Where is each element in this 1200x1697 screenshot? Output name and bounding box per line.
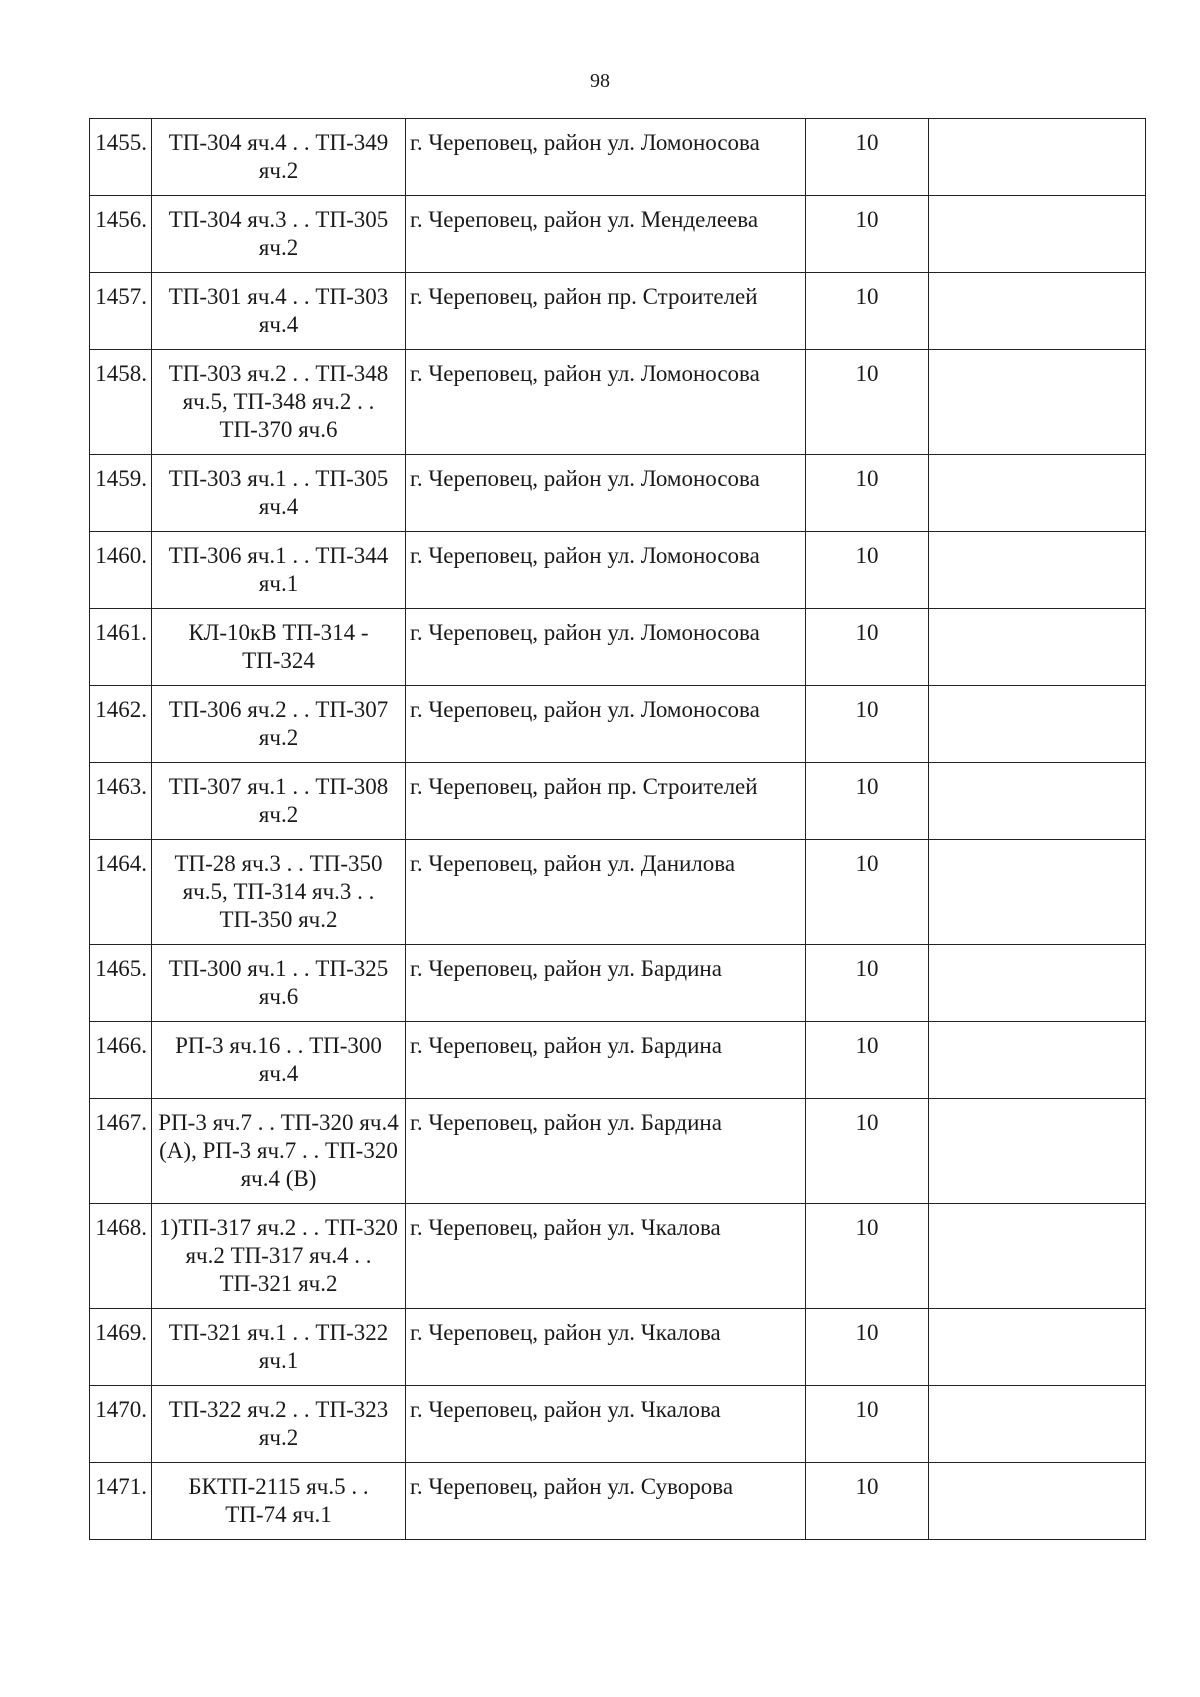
row-number: 1461. [90, 609, 152, 686]
table-row [90, 455, 1146, 532]
table-row [90, 686, 1146, 763]
location-address: г. Череповец, район ул. Ломоносова [406, 609, 806, 686]
location-address: г. Череповец, район ул. Чкалова [406, 1204, 806, 1309]
empty-cell [929, 532, 1146, 609]
line-name: ТП-303 яч.1 . . ТП-305 яч.4 [152, 455, 406, 532]
row-number: 1459. [90, 455, 152, 532]
table-row [90, 763, 1146, 840]
voltage-value: 10 [806, 763, 929, 840]
empty-cell [929, 273, 1146, 350]
row-number: 1460. [90, 532, 152, 609]
empty-cell [929, 350, 1146, 455]
location-address: г. Череповец, район ул. Ломоносова [406, 119, 806, 196]
line-name: ТП-303 яч.2 . . ТП-348 яч.5, ТП-348 яч.2 . . ТП-370 яч.6 [152, 350, 406, 455]
empty-cell [929, 840, 1146, 945]
line-name: 1)ТП-317 яч.2 . . ТП-320 яч.2 ТП-317 яч.4 . . ТП-321 яч.2 [152, 1204, 406, 1309]
row-number: 1464. [90, 840, 152, 945]
line-name: ТП-322 яч.2 . . ТП-323 яч.2 [152, 1386, 406, 1463]
line-name: ТП-300 яч.1 . . ТП-325 яч.6 [152, 945, 406, 1022]
row-number: 1462. [90, 686, 152, 763]
voltage-value: 10 [806, 532, 929, 609]
voltage-value: 10 [806, 686, 929, 763]
location-address: г. Череповец, район ул. Чкалова [406, 1386, 806, 1463]
voltage-value: 10 [806, 609, 929, 686]
line-name: ТП-321 яч.1 . . ТП-322 яч.1 [152, 1309, 406, 1386]
voltage-value: 10 [806, 1309, 929, 1386]
row-number: 1465. [90, 945, 152, 1022]
voltage-value: 10 [806, 1099, 929, 1204]
location-address: г. Череповец, район ул. Менделеева [406, 196, 806, 273]
row-number: 1463. [90, 763, 152, 840]
empty-cell [929, 763, 1146, 840]
location-address: г. Череповец, район ул. Ломоносова [406, 532, 806, 609]
voltage-value: 10 [806, 350, 929, 455]
line-name: ТП-304 яч.3 . . ТП-305 яч.2 [152, 196, 406, 273]
table-row [90, 945, 1146, 1022]
voltage-value: 10 [806, 1386, 929, 1463]
table-row [90, 273, 1146, 350]
location-address: г. Череповец, район пр. Строителей [406, 273, 806, 350]
voltage-value: 10 [806, 945, 929, 1022]
table-row [90, 1386, 1146, 1463]
table-row [90, 532, 1146, 609]
empty-cell [929, 609, 1146, 686]
table-row [90, 1309, 1146, 1386]
line-name: ТП-301 яч.4 . . ТП-303 яч.4 [152, 273, 406, 350]
row-number: 1468. [90, 1204, 152, 1309]
page-number: 98 [590, 70, 610, 92]
empty-cell [929, 945, 1146, 1022]
location-address: г. Череповец, район ул. Бардина [406, 1022, 806, 1099]
line-name: БКТП-2115 яч.5 . . ТП-74 яч.1 [152, 1463, 406, 1540]
empty-cell [929, 1463, 1146, 1540]
line-name: РП-3 яч.7 . . ТП-320 яч.4 (А), РП-3 яч.7 . . ТП-320 яч.4 (В) [152, 1099, 406, 1204]
row-number: 1458. [90, 350, 152, 455]
voltage-value: 10 [806, 455, 929, 532]
location-address: г. Череповец, район ул. Данилова [406, 840, 806, 945]
location-address: г. Череповец, район ул. Ломоносова [406, 350, 806, 455]
table-row [90, 1099, 1146, 1204]
row-number: 1471. [90, 1463, 152, 1540]
table-row [90, 1204, 1146, 1309]
line-name: РП-3 яч.16 . . ТП-300 яч.4 [152, 1022, 406, 1099]
cable-lines-table [89, 118, 1146, 1540]
location-address: г. Череповец, район ул. Бардина [406, 945, 806, 1022]
table-row [90, 119, 1146, 196]
empty-cell [929, 196, 1146, 273]
row-number: 1470. [90, 1386, 152, 1463]
line-name: КЛ-10кВ ТП-314 - ТП-324 [152, 609, 406, 686]
voltage-value: 10 [806, 1204, 929, 1309]
row-number: 1456. [90, 196, 152, 273]
location-address: г. Череповец, район ул. Ломоносова [406, 686, 806, 763]
empty-cell [929, 1022, 1146, 1099]
line-name: ТП-306 яч.1 . . ТП-344 яч.1 [152, 532, 406, 609]
empty-cell [929, 686, 1146, 763]
voltage-value: 10 [806, 196, 929, 273]
voltage-value: 10 [806, 273, 929, 350]
line-name: ТП-28 яч.3 . . ТП-350 яч.5, ТП-314 яч.3 . . ТП-350 яч.2 [152, 840, 406, 945]
empty-cell [929, 1309, 1146, 1386]
row-number: 1455. [90, 119, 152, 196]
row-number: 1469. [90, 1309, 152, 1386]
voltage-value: 10 [806, 119, 929, 196]
empty-cell [929, 455, 1146, 532]
table-row [90, 1022, 1146, 1099]
table-row [90, 196, 1146, 273]
table-row [90, 1463, 1146, 1540]
location-address: г. Череповец, район ул. Бардина [406, 1099, 806, 1204]
location-address: г. Череповец, район ул. Суворова [406, 1463, 806, 1540]
table-row [90, 840, 1146, 945]
empty-cell [929, 1204, 1146, 1309]
voltage-value: 10 [806, 1463, 929, 1540]
table-row [90, 609, 1146, 686]
location-address: г. Череповец, район ул. Чкалова [406, 1309, 806, 1386]
empty-cell [929, 119, 1146, 196]
location-address: г. Череповец, район пр. Строителей [406, 763, 806, 840]
row-number: 1467. [90, 1099, 152, 1204]
table-row [90, 350, 1146, 455]
empty-cell [929, 1386, 1146, 1463]
row-number: 1466. [90, 1022, 152, 1099]
line-name: ТП-307 яч.1 . . ТП-308 яч.2 [152, 763, 406, 840]
empty-cell [929, 1099, 1146, 1204]
location-address: г. Череповец, район ул. Ломоносова [406, 455, 806, 532]
line-name: ТП-306 яч.2 . . ТП-307 яч.2 [152, 686, 406, 763]
voltage-value: 10 [806, 1022, 929, 1099]
voltage-value: 10 [806, 840, 929, 945]
row-number: 1457. [90, 273, 152, 350]
line-name: ТП-304 яч.4 . . ТП-349 яч.2 [152, 119, 406, 196]
